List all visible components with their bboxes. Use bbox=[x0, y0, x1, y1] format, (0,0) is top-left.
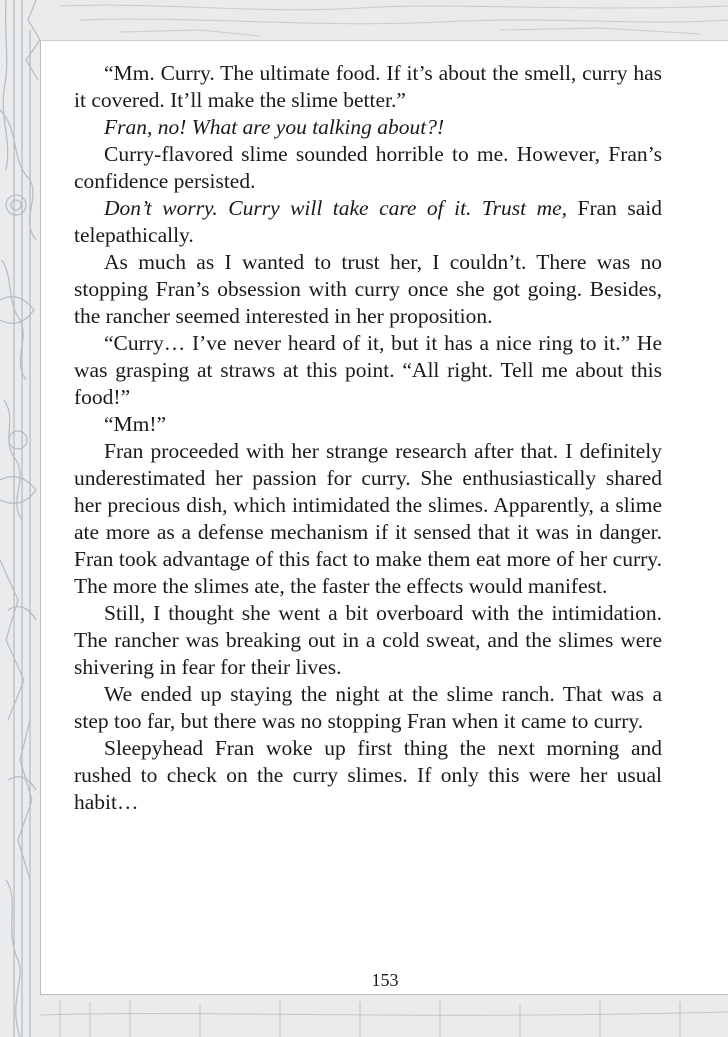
paragraph: “Curry… I’ve never heard of it, but it has a nice ring to it.” He was grasping at straws at this point. “All right. Tell me about this food!” bbox=[74, 331, 662, 409]
paragraph bbox=[74, 114, 662, 141]
page-number: 153 bbox=[371, 970, 399, 990]
paragraph bbox=[74, 195, 662, 249]
italic-thought: Don’t worry. Curry will take care of it. Trust me, bbox=[104, 196, 568, 220]
paragraph: Fran proceeded with her strange research after that. I definitely underestimated her passion for curry. She enthusiastically shared her precious dish, which intimidated the slimes. Apparently, a slime ate more as a defense mechanism if it sensed that it was in danger. Fran took advantage of this fact to make them eat more of her curry. The more the slimes ate, the faster the effects would manifest. bbox=[74, 439, 662, 598]
paragraph: We ended up staying the night at the slime ranch. That was a step too far, but there was no stopping Fran when it came to curry. bbox=[74, 682, 662, 733]
paragraph: As much as I wanted to trust her, I couldn’t. There was no stopping Fran’s obsession with curry once she got going. Besides, the rancher seemed interested in her proposition. bbox=[74, 250, 662, 328]
italic-thought: Fran, no! What are you talking about?! bbox=[104, 115, 445, 139]
paragraph: Still, I thought she went a bit overboard with the intimidation. The rancher was breaking out in a cold sweat, and the slimes were shivering in fear for their lives. bbox=[74, 601, 662, 679]
body-text bbox=[74, 60, 662, 816]
paragraph: “Mm!” bbox=[104, 412, 167, 436]
paragraph: “Mm. Curry. The ultimate food. If it’s about the smell, curry has it covered. It’ll make the slime better.” bbox=[74, 61, 662, 112]
book-page bbox=[40, 40, 728, 995]
paragraph: Curry-flavored slime sounded horrible to me. However, Fran’s confidence persisted. bbox=[74, 142, 662, 193]
paragraph: Sleepyhead Fran woke up first thing the next morning and rushed to check on the curry slimes. If only this were her usual habit… bbox=[74, 736, 662, 814]
paragraph-text: Fran said telepathically. bbox=[74, 196, 662, 247]
